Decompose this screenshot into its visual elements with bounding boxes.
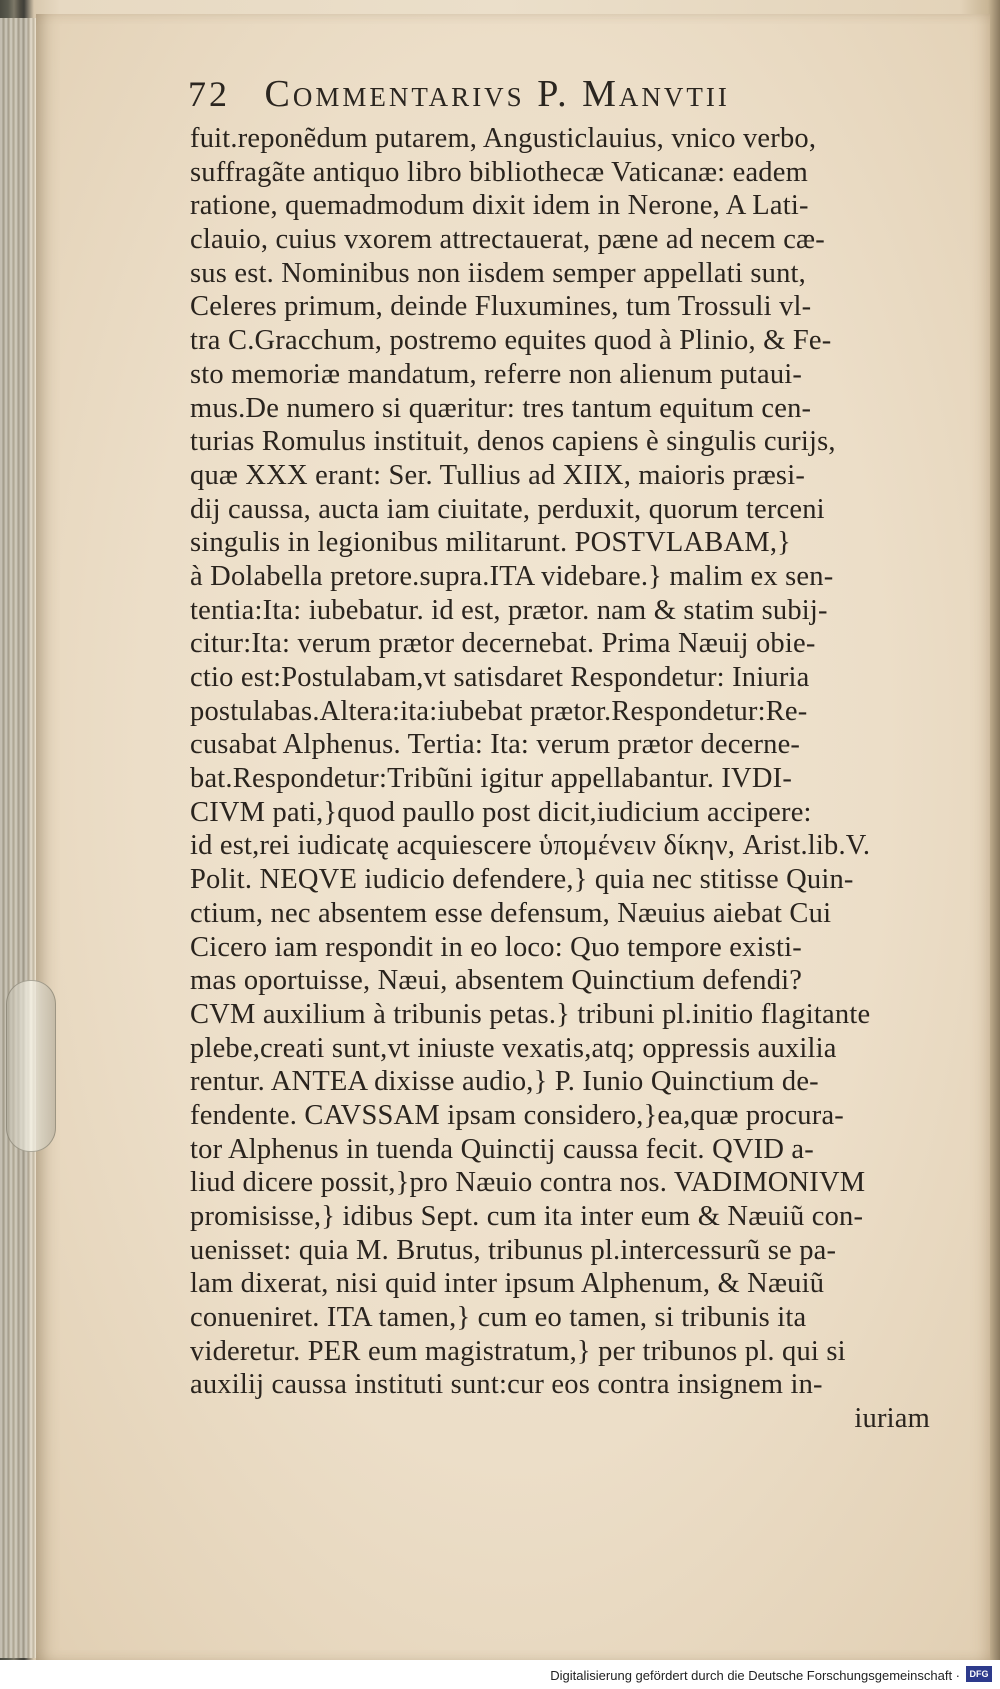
text-line: uenisset: quia M. Brutus, tribunus pl.intercessurũ se pa- bbox=[190, 1234, 837, 1266]
text-line: ratione, quemadmodum dixit idem in Nerone, A Lati- bbox=[190, 190, 809, 222]
text-line: fendente. CAVSSAM ipsam considero,}ea,quæ procura- bbox=[190, 1099, 844, 1131]
text-line: CIVM pati,}quod paullo post dicit,iudicium accipere: bbox=[190, 796, 812, 828]
text-line: tor Alphenus in tuenda Quinctij caussa fecit. QVID a- bbox=[190, 1133, 814, 1165]
text-line: bat.Respondetur:Tribũni igitur appellabantur. IVDI- bbox=[190, 763, 793, 795]
running-header bbox=[188, 72, 908, 120]
text-line: lam dixerat, nisi quid inter ipsum Alphenum, & Næuiũ bbox=[190, 1268, 825, 1300]
text-line: rentur. ANTEA dixisse audio,} P. Iunio Quinctium de- bbox=[190, 1066, 819, 1098]
body-text bbox=[190, 122, 960, 1436]
running-title: Commentarivs P. Manvtii bbox=[264, 73, 730, 115]
text-line: turias Romulus instituit, denos capiens è singulis curijs, bbox=[190, 426, 836, 458]
text-line: id est,rei iudicatę acquiescere ὑπομένειν δίκην, Arist.lib.V. bbox=[190, 830, 871, 862]
dfg-logo: DFG bbox=[966, 1666, 992, 1682]
page-edges bbox=[0, 18, 40, 1658]
text-line: singulis in legionibus militarunt. POSTVLABAM,} bbox=[190, 527, 792, 559]
text-line: promisisse,} idibus Sept. cum ita inter eum & Næuiũ con- bbox=[190, 1201, 864, 1232]
book-clip bbox=[6, 980, 56, 1152]
text-line: fuit.reponẽdum putarem, Angusticlauius, vnico verbo, bbox=[190, 123, 817, 154]
text-line: mus.De numero si quæritur: tres tantum equitum cen- bbox=[190, 392, 812, 424]
text-line: dij caussa, aucta iam ciuitate, perduxit, quorum terceni bbox=[190, 493, 825, 525]
text-line: cusabat Alphenus. Tertia: Ita: verum prætor decerne- bbox=[190, 729, 801, 761]
catchword: iuriam bbox=[854, 1403, 930, 1435]
text-line: ctio est:Postulabam,vt satisdaret Respondetur: Iniuria bbox=[190, 662, 810, 693]
text-line: videretur. PER eum magistratum,} per tribunos pl. qui si bbox=[190, 1335, 846, 1367]
text-line: clauio, cuius vxorem attrectauerat, pæne ad necem cæ- bbox=[190, 224, 825, 256]
text-line: quæ XXX erant: Ser. Tullius ad XIIX, maioris præsi- bbox=[190, 459, 806, 491]
text-line: citur:Ita: verum prætor decernebat. Prima Næuij obie- bbox=[190, 628, 816, 660]
text-line: tentia:Ita: iubebatur. id est, prætor. nam & statim subij- bbox=[190, 594, 828, 626]
text-line: auxilij caussa instituti sunt:cur eos contra insignem in- bbox=[190, 1369, 823, 1401]
text-line: conueniret. ITA tamen,} cum eo tamen, si tribunis ita bbox=[190, 1302, 807, 1334]
text-line: sto memoriæ mandatum, referre non alienum putaui- bbox=[190, 358, 803, 390]
text-line: mas oportuisse, Næui, absentem Quinctium defendi? bbox=[190, 965, 803, 997]
text-line: postulabas.Altera:ita:iubebat prætor.Respondetur:Re- bbox=[190, 695, 808, 727]
text-line: à Dolabella pretore.supra.ITA videbare.} malim ex sen- bbox=[190, 560, 834, 592]
text-line: Polit. NEQVE iudicio defendere,} quia nec stitisse Quin- bbox=[190, 864, 854, 896]
text-line: Celeres primum, deinde Fluxumines, tum Trossuli vl- bbox=[190, 291, 812, 323]
text-line: ctium, nec absentem esse defensum, Næuius aiebat Cui bbox=[190, 897, 832, 929]
text-line: sus est. Nominibus non iisdem semper appellati sunt, bbox=[190, 257, 806, 289]
digitization-credit: Digitalisierung gefördert durch die Deutsche Forschungsgemeinschaft · bbox=[550, 1668, 960, 1683]
text-line: CVM auxilium à tribunis petas.} tribuni pl.initio flagitante bbox=[190, 998, 871, 1030]
text-line: Cicero iam respondit in eo loco: Quo tempore existi- bbox=[190, 931, 802, 963]
page-number: 72 bbox=[188, 74, 230, 114]
text-line: plebe,creati sunt,vt iniuste vexatis,atq; oppressis auxilia bbox=[190, 1032, 837, 1064]
text-line: tra C.Gracchum, postremo equites quod à Plinio, & Fe- bbox=[190, 325, 832, 357]
text-line: suffragãte antiquo libro bibliothecæ Vaticanæ: eadem bbox=[190, 156, 808, 188]
text-line: liud dicere possit,}pro Næuio contra nos. VADIMONIVM bbox=[190, 1167, 866, 1199]
